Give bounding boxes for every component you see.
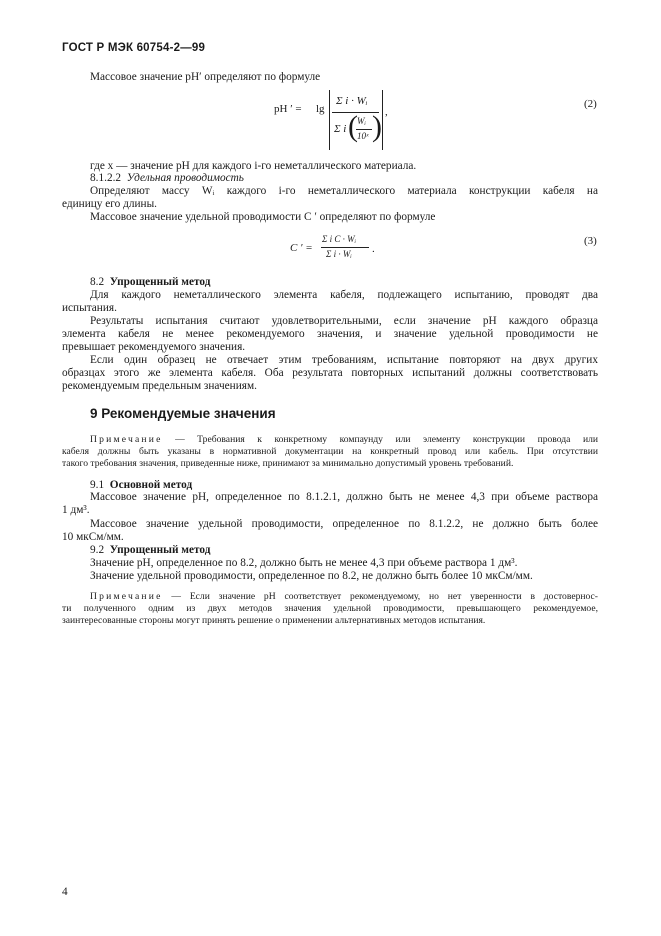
note-2-line2: ти полученного одним из двух методов значения удельной проводимости, превышающего рекомендуемое,	[62, 603, 598, 614]
page-number: 4	[62, 886, 68, 898]
section-9-2-line1: Значение рН, определенное по 8.2, должно быть не менее 4,3 при объеме раствора 1 дм³.	[90, 557, 518, 569]
formula-2-lhs: рН ′ =	[274, 103, 302, 115]
section-8-1-2-2-heading: 8.1.2.2 Удельная проводимость	[90, 172, 244, 184]
note-2-line1: Примечание — Если значение рН соответствует рекомендуемому, но нет уверенности в достовернос-	[90, 591, 598, 602]
section-8-2-p3-line2: образцах этого же элемента кабеля. Оба результата повторных испытаний должны соответствовать	[62, 367, 598, 379]
section-8-1-2-2-line3: Массовое значение удельной проводимости C ′ определяют по формуле	[90, 211, 436, 223]
section-9-2-heading: 9.2 Упрощенный метод	[90, 544, 211, 556]
section-9-heading: 9 Рекомендуемые значения	[90, 406, 276, 421]
section-9-1-line1: Массовое значение рН, определенное по 8.1.2.1, должно быть не менее 4,3 при объеме раствора	[90, 491, 598, 503]
formula-2-den-sigma: Σ i	[334, 123, 347, 135]
formula-2-inner-w: Wᵢ	[357, 116, 366, 126]
note-1-line2: кабеля должны быть указаны в нормативной документации на конкретный провод или кабель. При отсутствии	[62, 446, 598, 457]
formula-2-lg: lg	[316, 103, 325, 115]
section-8-2-p1-line2: испытания.	[62, 302, 117, 314]
section-8-1-2-2-line2: единицу его длины.	[62, 198, 157, 210]
formula-3-lhs: C ′ =	[290, 242, 313, 254]
formula-2-intro: Массовое значение рН′ определяют по формуле	[90, 71, 321, 83]
section-8-2-p2-line3: превышает рекомендуемого значения.	[62, 341, 246, 353]
formula-3-numerator: Σ i C · Wᵢ	[322, 234, 357, 244]
formula-3	[288, 234, 388, 270]
formula-2: рН ′ = lg Σ i · Wᵢ Σ i ( Wᵢ 10ˣ ) ,	[270, 88, 400, 154]
formula-2-where: где x — значение рН для каждого i-го неметаллического материала.	[90, 160, 417, 172]
formula-3-number: (3)	[584, 235, 597, 247]
formula-3-fraction-line	[321, 247, 369, 248]
section-8-1-2-2-line1: Определяют массу Wᵢ каждого i-го неметаллического материала конструкции кабеля на	[90, 185, 598, 197]
note-1-line3: такого требования значения, приведенные ниже, принимают за минимально допустимый уровень требований.	[62, 458, 514, 469]
section-9-1-heading: 9.1 Основной метод	[90, 479, 193, 491]
formula-2-numerator: Σ i · Wᵢ	[336, 95, 368, 107]
section-9-1-line3: Массовое значение удельной проводимости, определенное по 8.1.2.2, не должно быть более	[90, 518, 598, 530]
formula-2-number: (2)	[584, 98, 597, 110]
section-9-2-line2: Значение удельной проводимости, определенное по 8.2, не должно быть более 10 мкСм/мм.	[90, 570, 533, 582]
section-8-2-p2-line2: элемента кабеля не менее рекомендуемого значения, и значение удельной проводимости не	[62, 328, 598, 340]
section-8-2-p3-line3: рекомендуемым предельным значениям.	[62, 380, 257, 392]
section-8-2-p3-line1: Если один образец не отвечает этим требованиям, испытание повторяют на двух других	[90, 354, 598, 366]
section-8-2-heading: 8.2 Упрощенный метод	[90, 276, 211, 288]
formula-2-tail: ,	[385, 106, 388, 118]
section-8-2-p2-line1: Результаты испытания считают удовлетворительными, если значение рН каждого образца	[90, 315, 598, 327]
note-1-line1: Примечание — Требования к конкретному компаунду или элементу конструкции провода или	[90, 434, 598, 445]
section-8-2-p1-line1: Для каждого неметаллического элемента кабеля, подлежащего испытанию, проводят два	[90, 289, 598, 301]
section-9-1-line4: 10 мкСм/мм.	[62, 531, 124, 543]
section-9-1-line2: 1 дм³.	[62, 504, 90, 516]
formula-3-tail: .	[372, 243, 375, 255]
note-2-line3: заинтересованные стороны могут принять решение о применении альтернативных методов испытания.	[62, 615, 486, 626]
document-header: ГОСТ Р МЭК 60754-2—99	[62, 42, 206, 54]
formula-2-inner-10x: 10ˣ	[357, 131, 369, 141]
formula-3-denominator: Σ i · Wᵢ	[326, 249, 352, 259]
